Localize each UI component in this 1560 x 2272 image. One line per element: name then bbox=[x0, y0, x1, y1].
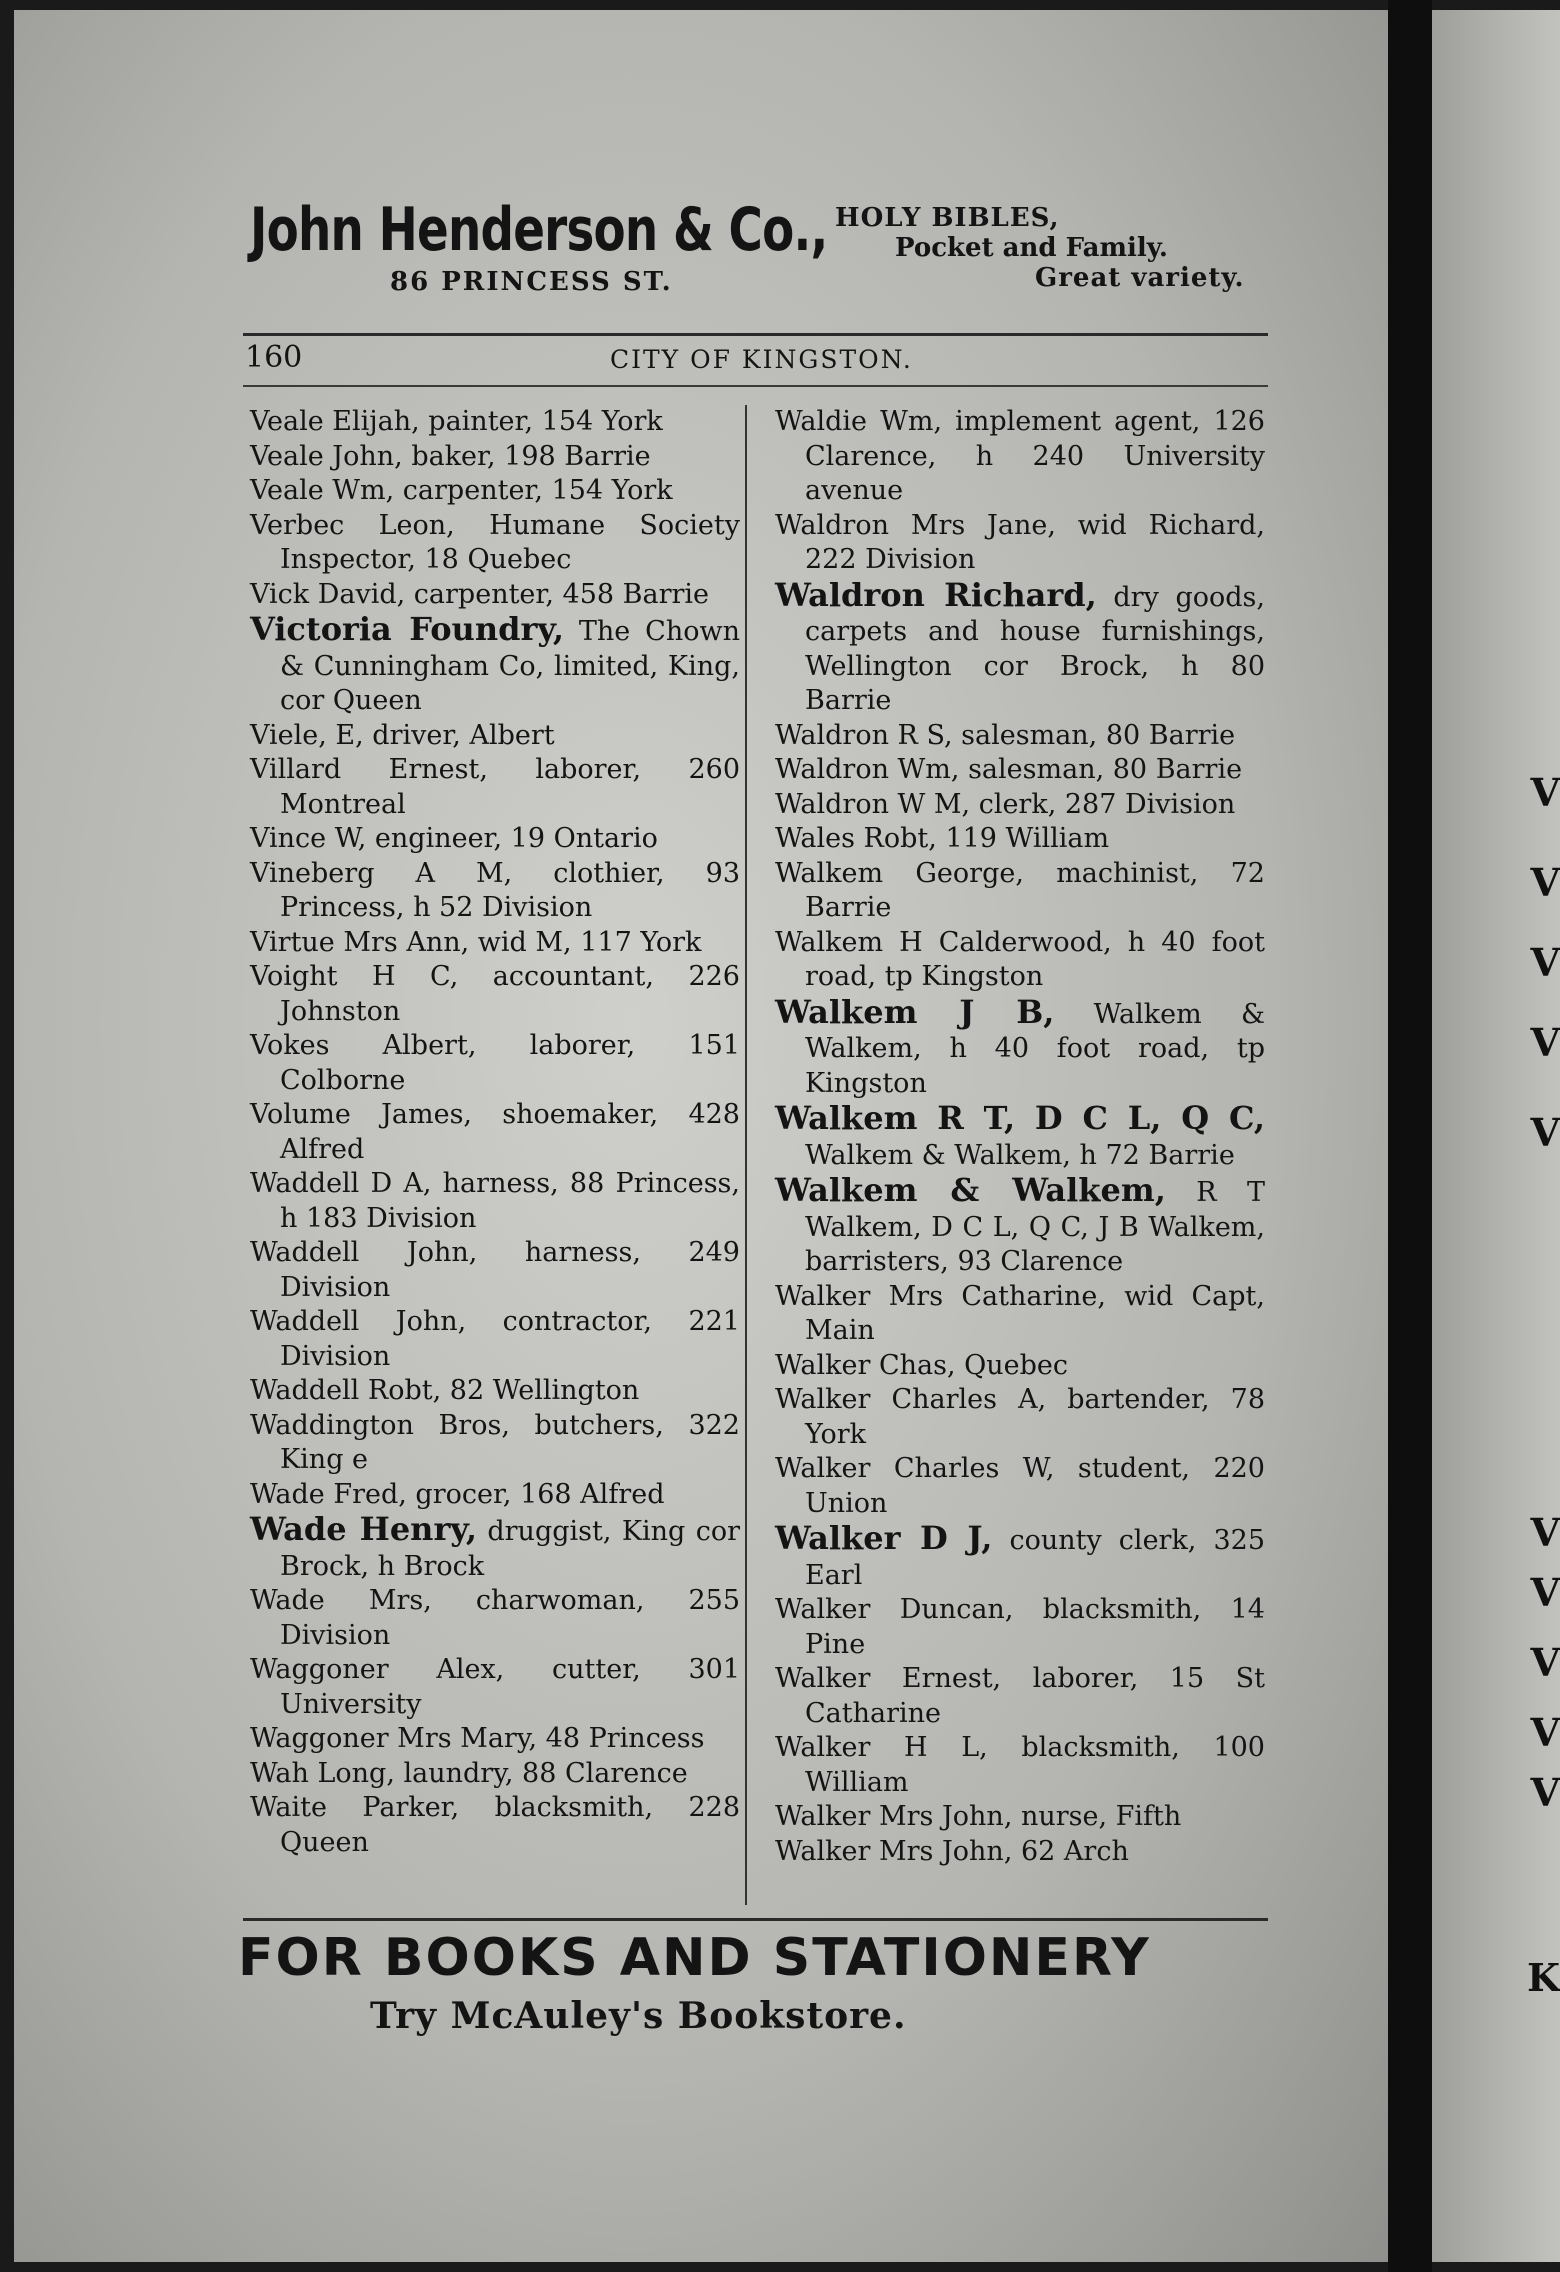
entry-text: Walker Charles W, student, 220 Union bbox=[775, 1453, 1265, 1519]
entry-name-bold: Walkem R T, D C L, Q C, bbox=[775, 1099, 1265, 1137]
directory-entry bbox=[250, 1236, 740, 1305]
directory-entry bbox=[775, 753, 1265, 788]
column-divider bbox=[745, 405, 747, 1905]
running-head-rule bbox=[243, 385, 1268, 387]
entry-text: Voight H C, accountant, 226 Johnston bbox=[250, 961, 740, 1027]
entry-text: Wade Fred, grocer, 168 Alfred bbox=[250, 1478, 665, 1510]
entry-text: dry goods, carpets and house furnishings, Wellington cor Brock, h 80 Barrie bbox=[805, 581, 1265, 716]
directory-entry bbox=[775, 1452, 1265, 1521]
entry-text: Verbec Leon, Humane Society Inspector, 18 Quebec bbox=[250, 509, 740, 575]
advert-address: 86 PRINCESS ST. bbox=[390, 267, 673, 297]
adjacent-page-letter: V bbox=[1530, 1020, 1560, 1065]
entry-text: Vokes Albert, laborer, 151 Colborne bbox=[250, 1030, 740, 1096]
entry-text: Walker Mrs John, 62 Arch bbox=[775, 1835, 1129, 1867]
directory-entry bbox=[775, 1521, 1265, 1593]
running-head bbox=[245, 340, 1265, 380]
directory-entry bbox=[775, 1349, 1265, 1384]
entry-text: county clerk, 325 Earl bbox=[805, 1525, 1265, 1591]
entry-text: Veale Elijah, painter, 154 York bbox=[250, 406, 663, 437]
directory-entry bbox=[775, 992, 1266, 1102]
entry-text: druggist, King cor Brock, h Brock bbox=[280, 1516, 740, 1582]
directory-entry bbox=[250, 1029, 740, 1098]
advert-company-name: John Henderson & Co., bbox=[250, 195, 828, 265]
adjacent-page-letter: K bbox=[1526, 1955, 1560, 2000]
entry-text: Walker Mrs Catharine, wid Capt, Main bbox=[775, 1280, 1265, 1346]
footer-rule bbox=[243, 1918, 1268, 1921]
entry-text: Waddell Robt, 82 Wellington bbox=[250, 1375, 640, 1406]
directory-entry bbox=[250, 405, 740, 440]
directory-entry bbox=[775, 1835, 1265, 1870]
entry-name-bold: Wade Henry, bbox=[250, 1510, 477, 1548]
directory-entry bbox=[250, 440, 740, 475]
entry-text: Waddell John, contractor, 221 Division bbox=[250, 1306, 740, 1372]
entry-text: Waite Parker, blacksmith, 228 Queen bbox=[250, 1792, 740, 1858]
entry-text: Vince W, engineer, 19 Ontario bbox=[250, 823, 658, 854]
running-head-title: CITY OF KINGSTON. bbox=[610, 345, 913, 374]
entry-text: Walkem H Calderwood, h 40 foot road, tp Kingston bbox=[775, 926, 1265, 992]
advert-top bbox=[250, 195, 1280, 315]
entry-text: Viele, E, driver, Albert bbox=[250, 719, 555, 751]
directory-entry bbox=[250, 1722, 740, 1757]
directory-entry bbox=[775, 405, 1265, 509]
directory-entry bbox=[250, 612, 740, 719]
advert-bottom-subline: Try McAuley's Bookstore. bbox=[370, 1995, 907, 2037]
adjacent-page-letter: V bbox=[1530, 770, 1560, 815]
entry-text: Walker Charles A, bartender, 78 York bbox=[775, 1384, 1265, 1450]
entry-name-bold: Victoria Foundry, bbox=[250, 610, 564, 648]
directory-entry bbox=[775, 1383, 1265, 1452]
directory-entry bbox=[775, 509, 1265, 578]
adjacent-page-letter: V bbox=[1530, 1770, 1560, 1815]
page-number: 160 bbox=[245, 340, 303, 375]
entry-text: Walker Chas, Quebec bbox=[775, 1349, 1069, 1381]
entry-text: Vick David, carpenter, 458 Barrie bbox=[250, 578, 709, 610]
entry-text: Waldron W M, clerk, 287 Division bbox=[775, 788, 1236, 820]
adjacent-page-edge bbox=[1432, 10, 1560, 2262]
directory-entry bbox=[250, 753, 740, 822]
adjacent-page-letter: V bbox=[1530, 1510, 1560, 1555]
directory-entry bbox=[250, 1653, 740, 1722]
entry-text: Vineberg A M, clothier, 93 Princess, h 52 Division bbox=[250, 857, 740, 923]
entry-text: Waldron R S, salesman, 80 Barrie bbox=[775, 719, 1236, 751]
directory-entry bbox=[775, 1662, 1265, 1731]
entry-text: Waddell D A, harness, 88 Princess, h 183 Division bbox=[250, 1168, 740, 1234]
right-column bbox=[775, 405, 1265, 1869]
advert-tagline-2: Pocket and Family. bbox=[895, 233, 1168, 263]
directory-entry bbox=[250, 857, 740, 926]
advert-tagline-1: HOLY BIBLES, bbox=[835, 203, 1060, 233]
entry-name-bold: Walkem & Walkem, bbox=[775, 1171, 1166, 1209]
entry-text: Waddell John, harness, 249 Division bbox=[250, 1237, 740, 1303]
entry-text: Villard Ernest, laborer, 260 Montreal bbox=[250, 754, 740, 820]
directory-entry bbox=[250, 474, 740, 509]
directory-entry bbox=[775, 1800, 1265, 1835]
entry-text: Walkem George, machinist, 72 Barrie bbox=[775, 857, 1265, 923]
entry-text: Waggoner Mrs Mary, 48 Princess bbox=[250, 1723, 705, 1754]
entry-text: Walker Ernest, laborer, 15 St Catharine bbox=[775, 1663, 1265, 1729]
entry-text: Virtue Mrs Ann, wid M, 117 York bbox=[250, 926, 702, 958]
directory-entry bbox=[250, 1305, 740, 1374]
entry-text: Walkem & Walkem, h 40 foot road, tp Kingston bbox=[805, 998, 1266, 1099]
directory-entry bbox=[775, 1280, 1265, 1349]
directory-entry bbox=[250, 1478, 740, 1513]
directory-entry bbox=[775, 719, 1265, 754]
directory-entry bbox=[250, 509, 740, 578]
directory-entry bbox=[250, 1409, 740, 1478]
directory-entry bbox=[250, 1167, 740, 1236]
advert-tagline-3: Great variety. bbox=[1035, 263, 1245, 293]
entry-name-bold: Walker D J, bbox=[775, 1519, 993, 1557]
entry-text: Walkem & Walkem, h 72 Barrie bbox=[805, 1139, 1235, 1171]
entry-text: Waldron Mrs Jane, wid Richard, 222 Division bbox=[775, 509, 1265, 575]
adjacent-page-letter: V bbox=[1530, 1640, 1560, 1685]
adjacent-page-letter: V bbox=[1530, 860, 1560, 905]
directory-entry bbox=[250, 960, 740, 1029]
entry-text: Volume James, shoemaker, 428 Alfred bbox=[250, 1099, 740, 1165]
directory-entry bbox=[775, 926, 1265, 995]
directory-entry bbox=[775, 1173, 1265, 1280]
adjacent-page-letter: V bbox=[1530, 1570, 1560, 1615]
entry-text: Waldron Wm, salesman, 80 Barrie bbox=[775, 754, 1243, 785]
entry-text: Walker H L, blacksmith, 100 William bbox=[775, 1732, 1265, 1798]
directory-entry bbox=[250, 578, 740, 613]
entry-text: Waldie Wm, implement agent, 126 Clarence, h 240 University avenue bbox=[775, 406, 1265, 506]
entry-text: Veale Wm, carpenter, 154 York bbox=[250, 475, 673, 506]
header-rule bbox=[243, 333, 1268, 336]
directory-entry bbox=[250, 1791, 740, 1860]
directory-entry bbox=[775, 575, 1265, 719]
entry-text: Veale John, baker, 198 Barrie bbox=[250, 440, 651, 472]
directory-entry bbox=[250, 1757, 740, 1792]
directory-entry bbox=[775, 788, 1265, 823]
directory-entry bbox=[775, 1101, 1265, 1173]
entry-text: Walker Mrs John, nurse, Fifth bbox=[775, 1801, 1182, 1832]
directory-entry bbox=[775, 1731, 1265, 1800]
entry-text: Wales Robt, 119 William bbox=[775, 823, 1110, 854]
entry-text: The Chown & Cunningham Co, limited, King, cor Queen bbox=[280, 616, 740, 716]
directory-entry bbox=[250, 1512, 740, 1584]
entry-text: Wah Long, laundry, 88 Clarence bbox=[250, 1757, 688, 1789]
entry-name-bold: Waldron Richard, bbox=[775, 575, 1097, 614]
page-gutter bbox=[1388, 0, 1432, 2272]
directory-entry bbox=[775, 822, 1265, 857]
advert-tagline bbox=[835, 203, 1295, 293]
entry-text: Walker Duncan, blacksmith, 14 Pine bbox=[775, 1594, 1265, 1660]
directory-entry bbox=[250, 1098, 740, 1167]
directory-entry bbox=[250, 822, 740, 857]
adjacent-page-letter: V bbox=[1530, 1710, 1560, 1755]
entry-name-bold: Walkem J B, bbox=[775, 992, 1055, 1031]
advert-bottom-headline: FOR BOOKS AND STATIONERY bbox=[238, 1928, 1151, 1988]
directory-entry bbox=[250, 719, 740, 754]
directory-entry bbox=[250, 1374, 740, 1409]
entry-text: Waddington Bros, butchers, 322 King e bbox=[250, 1409, 740, 1475]
entry-text: Wade Mrs, charwoman, 255 Division bbox=[250, 1585, 740, 1651]
directory-entry bbox=[250, 1584, 740, 1653]
entry-text: Waggoner Alex, cutter, 301 University bbox=[250, 1654, 740, 1720]
adjacent-page-letter: V bbox=[1530, 1110, 1560, 1155]
entry-text: R T Walkem, D C L, Q C, J B Walkem, barristers, 93 Clarence bbox=[805, 1177, 1265, 1277]
directory-entry bbox=[775, 1593, 1265, 1662]
directory-entry bbox=[250, 926, 740, 961]
adjacent-page-letter: V bbox=[1530, 940, 1560, 985]
directory-entry bbox=[775, 857, 1265, 926]
left-column bbox=[250, 405, 740, 1860]
